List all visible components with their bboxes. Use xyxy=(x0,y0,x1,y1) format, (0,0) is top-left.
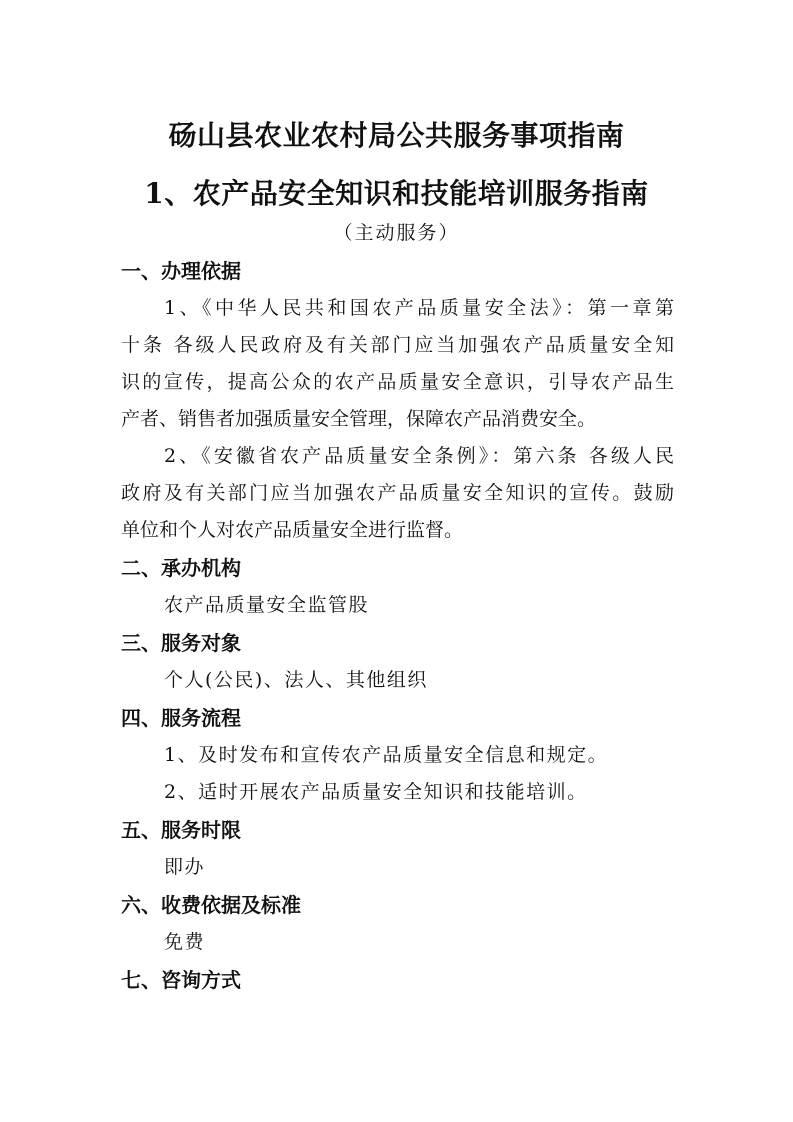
section-heading-consult: 七、咨询方式 xyxy=(121,968,241,992)
agency-text: 农产品质量安全监管股 xyxy=(164,594,370,616)
sub-title: 1、农产品安全知识和技能培训服务指南 xyxy=(144,177,649,210)
fees-text: 免费 xyxy=(164,931,206,953)
main-title: 砀山县农业农村局公共服务事项指南 xyxy=(168,119,625,152)
basis-item2-line3: 单位和个人对农产品质量安全进行监督。 xyxy=(121,519,464,541)
section-heading-process: 四、服务流程 xyxy=(121,706,241,730)
section-heading-time-limit: 五、服务时限 xyxy=(121,818,241,842)
section-heading-basis: 一、办理依据 xyxy=(121,259,241,283)
basis-item2-line1: 2、《安徽省农产品质量安全条例》：第六条 各级人民 xyxy=(164,445,674,467)
target-text: 个人(公民)、法人、其他组织 xyxy=(164,669,428,691)
section-heading-target: 三、服务对象 xyxy=(121,631,241,655)
service-type-note: （主动服务） xyxy=(333,222,460,244)
basis-item2-line2: 政府及有关部门应当加强农产品质量安全知识的宣传。鼓励 xyxy=(121,482,674,504)
basis-item1-line3: 识的宣传，提高公众的农产品质量安全意识，引导农产品生 xyxy=(121,371,674,393)
process-step-2: 2、适时开展农产品质量安全知识和技能培训。 xyxy=(164,781,588,803)
time-limit-text: 即办 xyxy=(164,856,206,878)
basis-item1-line1: 1、《中华人民共和国农产品质量安全法》：第一章第 xyxy=(164,297,674,319)
process-step-1: 1、及时发布和宣传农产品质量安全信息和规定。 xyxy=(164,744,609,766)
basis-item1-line4: 产者、销售者加强质量安全管理，保障农产品消费安全。 xyxy=(121,408,597,430)
section-heading-fees: 六、收费依据及标准 xyxy=(121,893,301,917)
basis-item1-line2: 十条 各级人民政府及有关部门应当加强农产品质量安全知 xyxy=(121,334,674,356)
section-heading-agency: 二、承办机构 xyxy=(121,556,241,580)
